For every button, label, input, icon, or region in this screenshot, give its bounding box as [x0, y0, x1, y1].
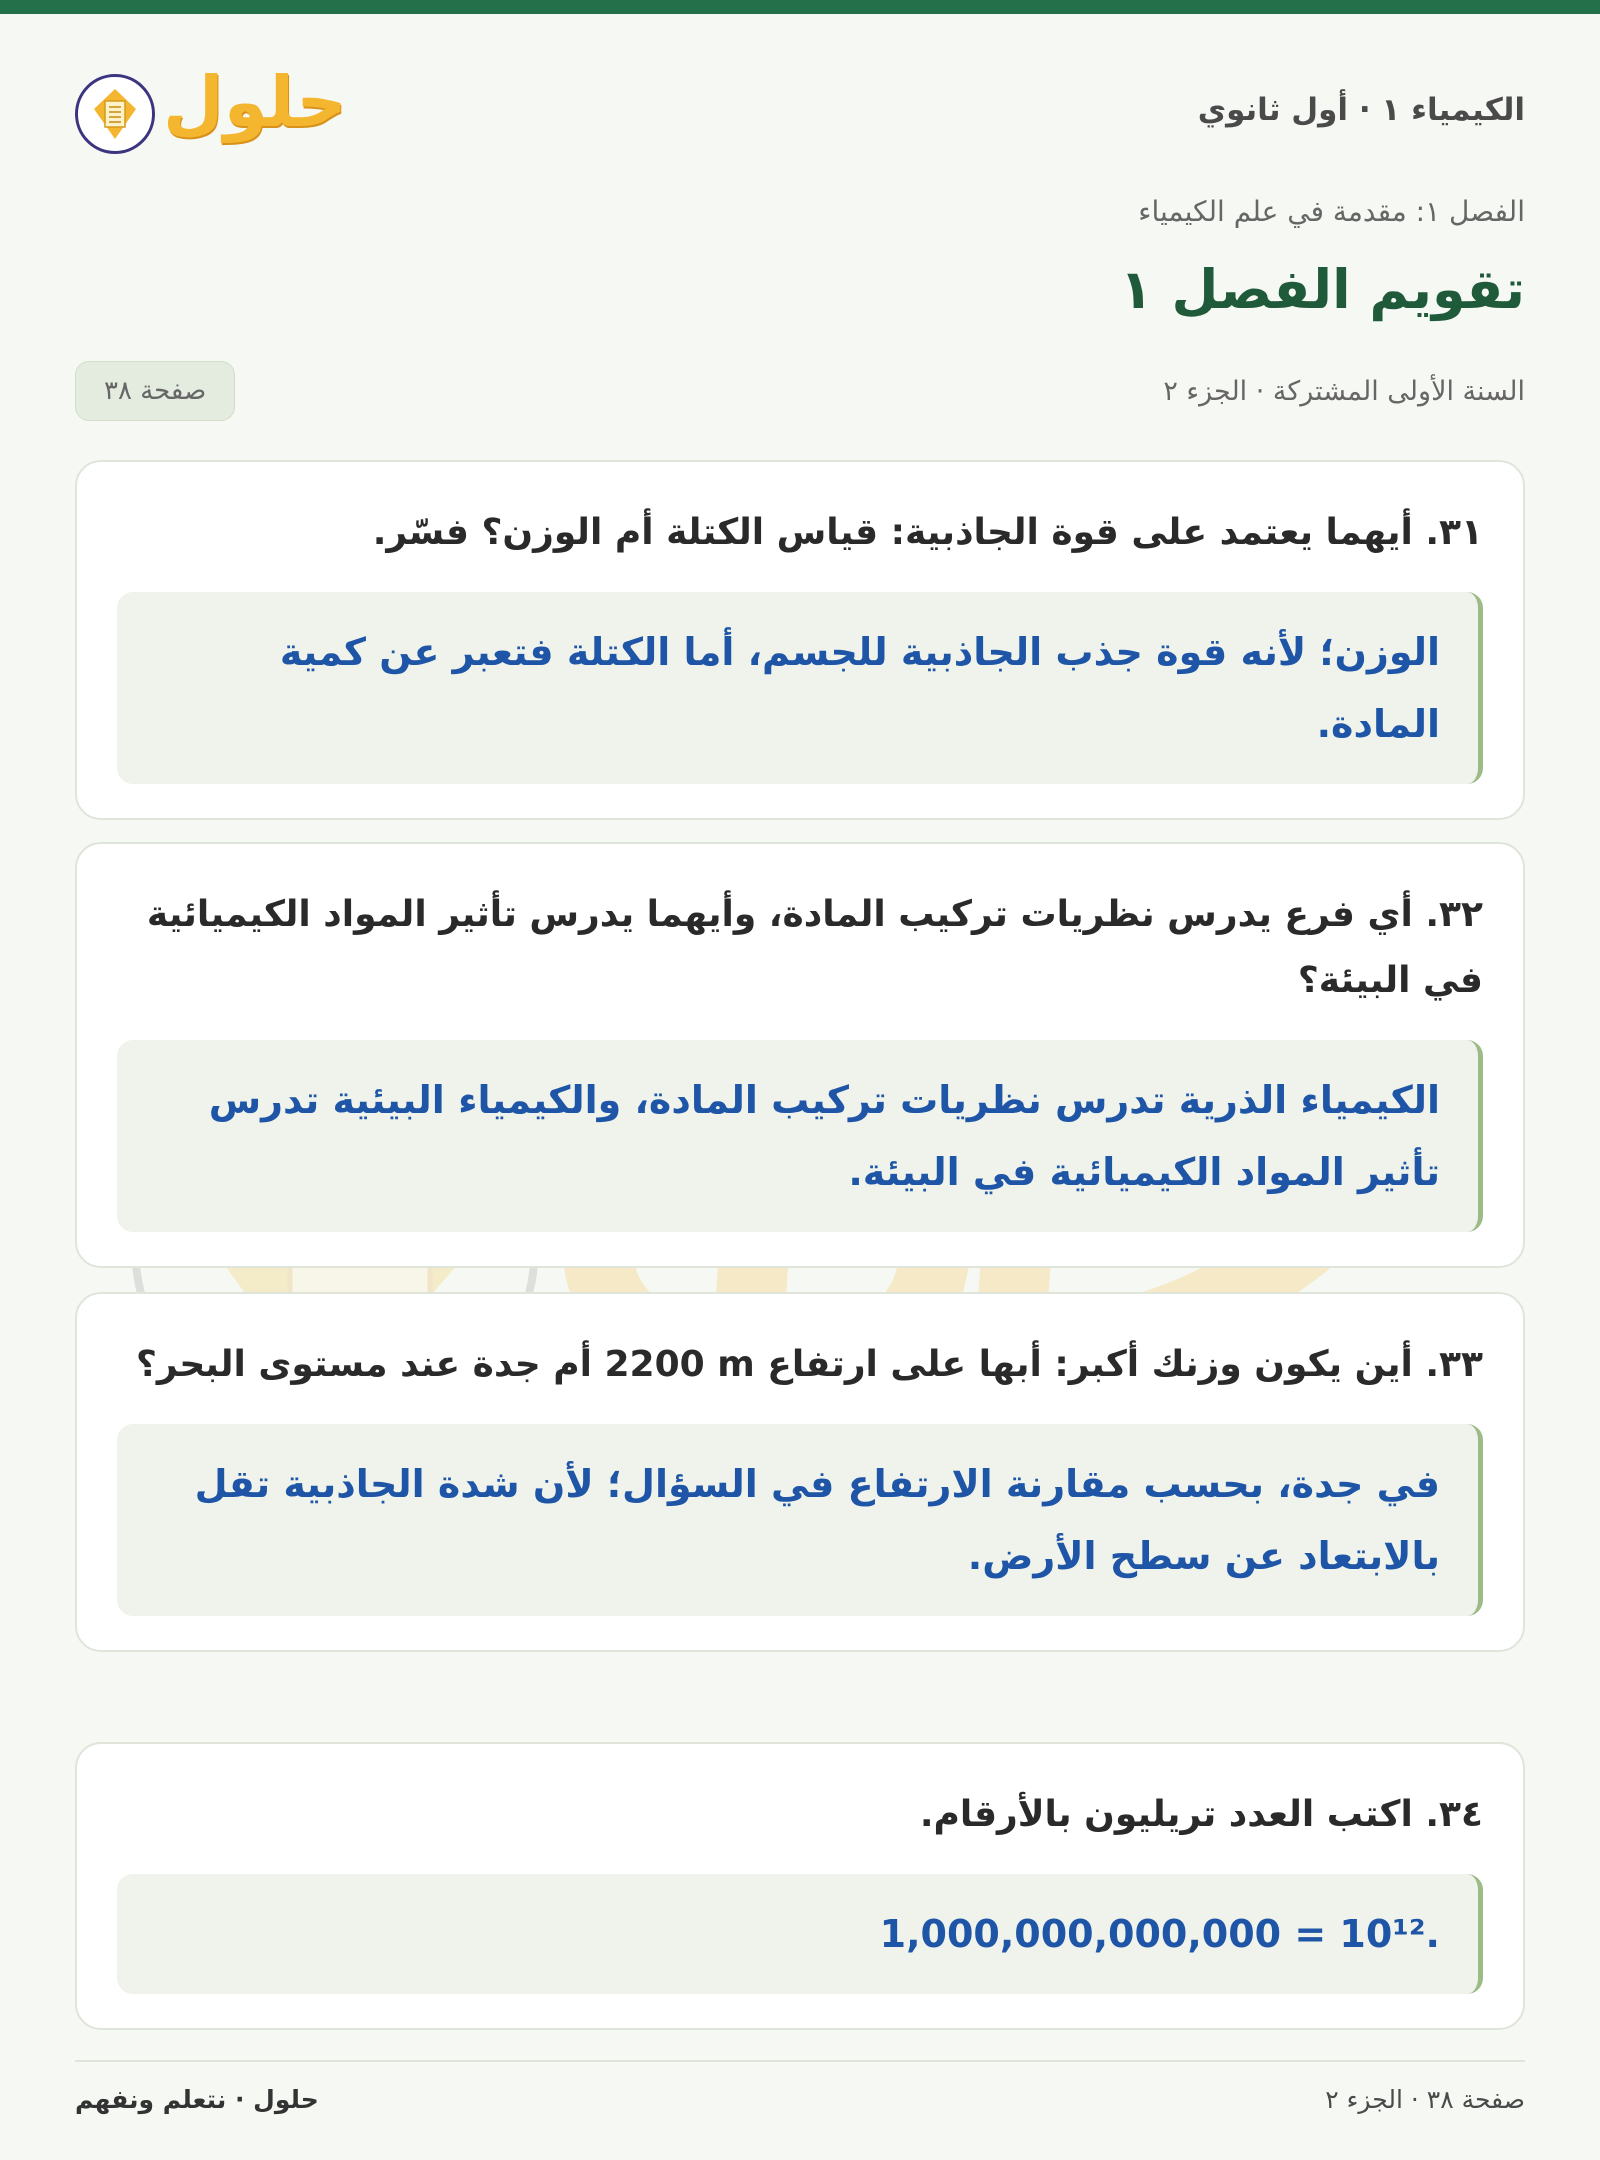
question-text: ٣٢. أي فرع يدرس نظريات تركيب المادة، وأيهما يدرس تأثير المواد الكيميائية في البيئة؟	[146, 894, 1483, 1001]
question-text: ٣١. أيهما يعتمد على قوة الجاذبية: قياس الكتلة أم الوزن؟ فسّر.	[372, 512, 1483, 553]
chapter-breadcrumb: الفصل ١: مقدمة في علم الكيمياء	[1138, 195, 1525, 228]
question-text-start: ٣٣. أين يكون وزنك أكبر: أبها على ارتفاع	[767, 1344, 1483, 1385]
subject-title: الكيمياء ١ · أول ثانوي	[1197, 92, 1525, 128]
answer-box: في جدة، بحسب مقارنة الارتفاع في السؤال؛ لأن شدة الجاذبية تقل بالابتعاد عن سطح الأرض.	[117, 1424, 1483, 1616]
question-card-31	[75, 460, 1525, 820]
question-text-end: أم جدة عند مستوى البحر؟	[136, 1344, 592, 1385]
top-accent-bar	[0, 0, 1600, 14]
meta-row	[75, 358, 1525, 424]
page-number-badge: صفحة ٣٨	[75, 361, 235, 421]
altitude-value: 2200 m	[604, 1344, 755, 1385]
question-card-34	[75, 1742, 1525, 2030]
footer-divider	[75, 2060, 1525, 2062]
answer-box	[117, 1874, 1483, 1994]
answer-box: الوزن؛ لأنه قوة جذب الجاذبية للجسم، أما الكتلة فتعبر عن كمية المادة.	[117, 592, 1483, 784]
logo-wordmark: حلول	[163, 61, 347, 143]
footer-page-info: صفحة ٣٨ · الجزء ٢	[1325, 2085, 1525, 2114]
logo-book-icon	[75, 74, 155, 154]
page-header	[75, 55, 1525, 165]
question-text	[117, 1332, 1483, 1398]
question-text: ٣٤. اكتب العدد تريليون بالأرقام.	[919, 1794, 1483, 1835]
page-footer	[75, 2085, 1525, 2114]
page-title: تقويم الفصل ١	[1119, 258, 1525, 321]
answer-equation: 1,000,000,000,000 = 10¹².	[879, 1912, 1440, 1956]
edition-label: السنة الأولى المشتركة · الجزء ٢	[1163, 375, 1525, 407]
question-card-33	[75, 1292, 1525, 1652]
site-logo[interactable]	[75, 55, 347, 165]
answer-box: الكيمياء الذرية تدرس نظريات تركيب المادة، والكيمياء البيئية تدرس تأثير المواد الكيميائية في البيئة.	[117, 1040, 1483, 1232]
footer-brand: حلول · نتعلم ونفهم	[75, 2085, 319, 2114]
question-card-32	[75, 842, 1525, 1268]
